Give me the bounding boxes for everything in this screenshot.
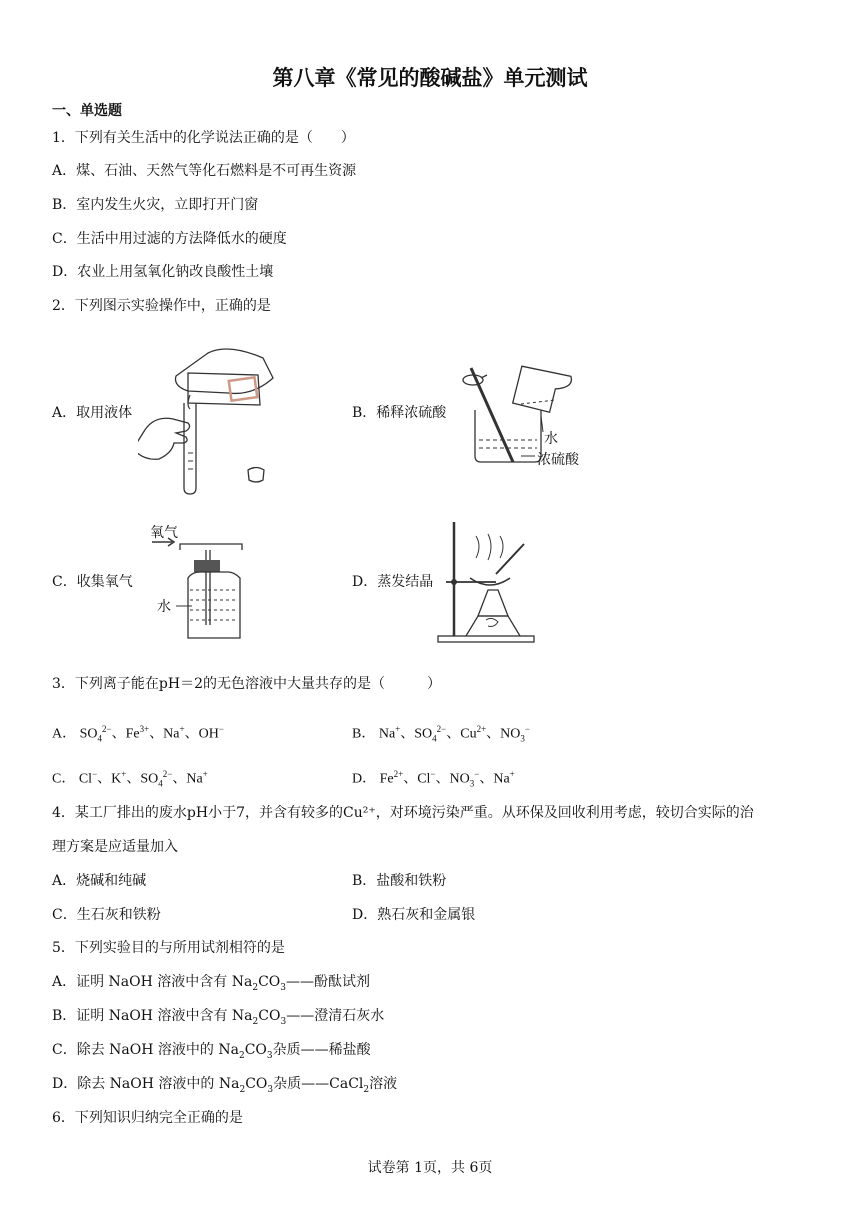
question-5-option-a: A．证明 NaOH 溶液中含有 $Na_2CO_3——$酚酞试剂	[52, 974, 371, 993]
question-2-option-b: B．稀释浓硫酸	[352, 405, 447, 421]
option-text: A．证明 NaOH 溶液中含有 Na	[52, 974, 253, 990]
question-4-option-a: A．烧碱和纯碱	[52, 873, 147, 889]
label-water-c: 水	[157, 599, 171, 615]
question-6-stem: 6．下列知识归纳完全正确的是	[52, 1110, 243, 1126]
label-oxygen: 氧气	[150, 525, 178, 541]
question-1-option-b: B．室内发生火灾，立即打开门窗	[52, 197, 259, 213]
question-5-stem: 5．下列实验目的与所用试剂相符的是	[52, 940, 285, 956]
option-text: C．除去 NaOH 溶液中的 Na	[52, 1042, 239, 1058]
question-3-option-a: A． $SO_4^{2-}$、$Fe^{3+}$、Na+、OH−	[52, 724, 224, 744]
question-5-option-c: C．除去 NaOH 溶液中的 $Na_2CO_3$杂质——稀盐酸	[52, 1042, 371, 1061]
option-c-prefix: C．	[52, 771, 76, 787]
option-a-prefix: A．	[52, 726, 77, 742]
question-4-stem-line1: 4．某工厂排出的废水pH小于7，并含有较多的Cu²⁺，对环境污染严重。从环保及回收利用考虑，较切合实际的治	[52, 805, 754, 821]
option-text: B．证明 NaOH 溶液中含有 Na	[52, 1008, 253, 1024]
option-d-prefix: D．	[352, 771, 377, 787]
question-4-option-b: B．盐酸和铁粉	[352, 873, 447, 889]
question-1-option-d: D．农业上用氢氧化钠改良酸性土壤	[52, 264, 274, 280]
question-2-option-c: C．收集氧气	[52, 574, 133, 590]
label-concentrated-acid: 浓硫酸	[537, 452, 579, 468]
question-2-stem: 2．下列图示实验操作中，正确的是	[52, 298, 271, 314]
question-3-option-b: B． Na+、$SO_4^{2-}$、$Cu^{2+}$、$NO_3^-$	[352, 724, 530, 744]
evaporation-figure	[436, 518, 536, 646]
option-text-tail: ——酚酞试剂	[286, 974, 371, 990]
pour-liquid-figure	[138, 343, 278, 495]
question-3-stem: 3．下列离子能在pH＝2的无色溶液中大量共存的是（ ）	[52, 676, 441, 692]
option-text-tail: 杂质——CaCl	[273, 1076, 364, 1092]
question-2-option-d: D．蒸发结晶	[352, 574, 434, 590]
question-5-option-d: D．除去 NaOH 溶液中的 $Na_2CO_3$杂质——CaCl$_2$溶液	[52, 1076, 398, 1095]
option-text-tail: 杂质——稀盐酸	[272, 1042, 371, 1058]
page-title: 第八章《常见的酸碱盐》单元测试	[272, 66, 588, 90]
option-text-end: 溶液	[369, 1076, 398, 1092]
question-5-option-b: B．证明 NaOH 溶液中含有 $Na_2CO_3——$澄清石灰水	[52, 1008, 385, 1027]
section-heading: 一、单选题	[52, 103, 122, 119]
option-b-prefix: B．	[352, 726, 376, 742]
question-1-stem: 1．下列有关生活中的化学说法正确的是（ ）	[52, 130, 355, 146]
question-2-option-a: A．取用液体	[52, 405, 133, 421]
label-water: 水	[544, 431, 558, 447]
question-1-option-c: C．生活中用过滤的方法降低水的硬度	[52, 231, 287, 247]
question-4-option-d: D．熟石灰和金属银	[352, 907, 476, 923]
question-4-stem-line2: 理方案是应适量加入	[52, 839, 178, 855]
question-1-option-a: A．煤、石油、天然气等化石燃料是不可再生资源	[52, 163, 357, 179]
option-text-tail: ——澄清石灰水	[286, 1008, 385, 1024]
option-text: D．除去 NaOH 溶液中的 Na	[52, 1076, 240, 1092]
question-3-option-c: C． Cl−、K+、$SO_4^{2-}$、Na+	[52, 769, 208, 789]
question-4-option-c: C．生石灰和铁粉	[52, 907, 161, 923]
question-3-option-d: D． $Fe^{2+}$、Cl−、$NO_3^-$、Na+	[352, 769, 515, 789]
page-footer: 试卷第 1页，共 6页	[367, 1160, 493, 1176]
